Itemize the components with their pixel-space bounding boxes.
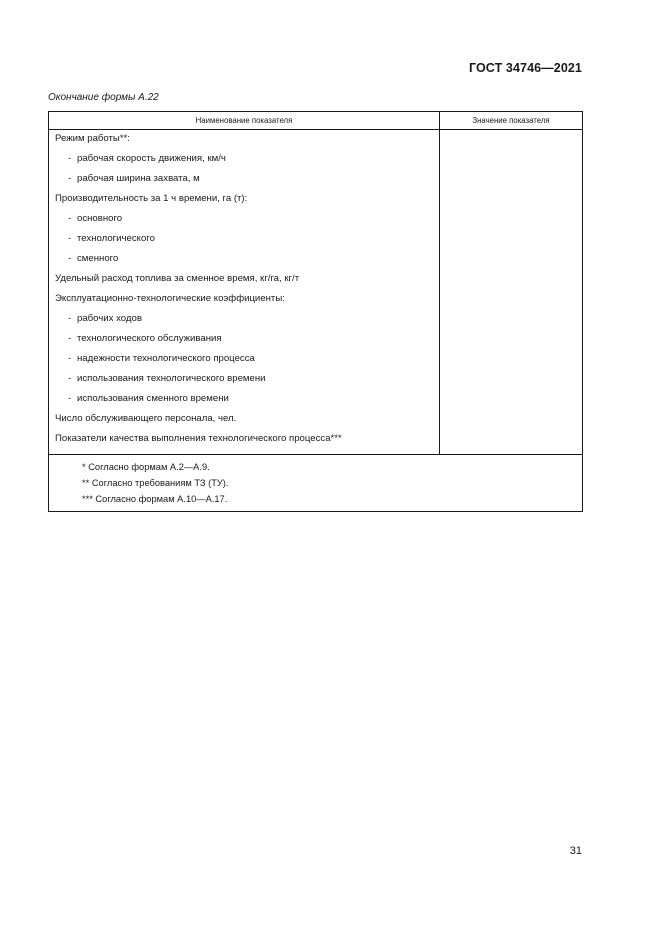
indicator-label: сменного <box>77 253 119 264</box>
table-notes-row <box>49 455 583 512</box>
indicator-row <box>55 433 439 453</box>
indicator-label: Показатели качества выполнения технологического процесса*** <box>55 433 342 444</box>
list-dash-marker: - <box>68 173 72 184</box>
column-header-indicator-name: Наименование показателя <box>49 112 440 130</box>
indicator-label: Удельный расход топлива за сменное время, кг/га, кг/т <box>55 273 300 284</box>
list-dash-marker: - <box>68 233 72 244</box>
list-dash-marker: - <box>68 333 72 344</box>
document-code: ГОСТ 34746—2021 <box>468 61 582 75</box>
indicator-label: надежности технологического процесса <box>77 353 255 364</box>
indicator-sub-row <box>55 333 439 353</box>
indicator-label: технологического <box>77 233 155 244</box>
table-header-row <box>49 112 583 130</box>
indicator-row <box>55 413 439 433</box>
list-dash-marker: - <box>68 313 72 324</box>
indicator-sub-row <box>55 313 439 333</box>
footnote: * Согласно формам А.2—А.9. <box>82 462 210 472</box>
list-dash-marker: - <box>68 213 72 224</box>
indicator-sub-row <box>55 393 439 413</box>
indicator-row <box>55 193 439 213</box>
indicator-label: рабочих ходов <box>77 313 142 324</box>
indicator-values-cell <box>440 130 583 455</box>
indicator-sub-row <box>55 153 439 173</box>
indicator-label: использования технологического времени <box>77 373 266 384</box>
indicator-label: использования сменного времени <box>77 393 229 404</box>
indicator-label: Режим работы**: <box>55 133 130 144</box>
indicator-sub-row <box>55 173 439 193</box>
footnote: *** Согласно формам А.10—А.17. <box>82 494 228 504</box>
indicator-label: Число обслуживающего персонала, чел. <box>55 413 237 424</box>
indicator-row <box>55 293 439 313</box>
footnote: ** Согласно требованиям ТЗ (ТУ). <box>82 478 229 488</box>
indicator-label: рабочая ширина захвата, м <box>77 173 200 184</box>
indicator-label: Производительность за 1 ч времени, га (т): <box>55 193 248 204</box>
list-dash-marker: - <box>68 153 72 164</box>
page-number: 31 <box>569 845 582 857</box>
list-dash-marker: - <box>68 393 72 404</box>
list-dash-marker: - <box>68 253 72 264</box>
indicator-names-cell <box>49 130 440 455</box>
indicator-sub-row <box>55 353 439 373</box>
indicator-label: основного <box>77 213 123 224</box>
indicator-label: Эксплуатационно-технологические коэффициенты: <box>55 293 285 304</box>
form-caption: Окончание формы А.22 <box>48 92 159 103</box>
indicator-row <box>55 273 439 293</box>
indicator-sub-row <box>55 213 439 233</box>
table-notes-cell <box>49 455 583 512</box>
indicator-sub-row <box>55 233 439 253</box>
indicator-sub-row <box>55 253 439 273</box>
list-dash-marker: - <box>68 353 72 364</box>
indicator-label: технологического обслуживания <box>77 333 222 344</box>
indicators-table <box>48 111 583 512</box>
column-header-indicator-value: Значение показателя <box>440 112 583 130</box>
table-body-row <box>49 130 583 455</box>
list-dash-marker: - <box>68 373 72 384</box>
indicator-label: рабочая скорость движения, км/ч <box>77 153 226 164</box>
indicator-row <box>55 133 439 153</box>
indicator-sub-row <box>55 373 439 393</box>
